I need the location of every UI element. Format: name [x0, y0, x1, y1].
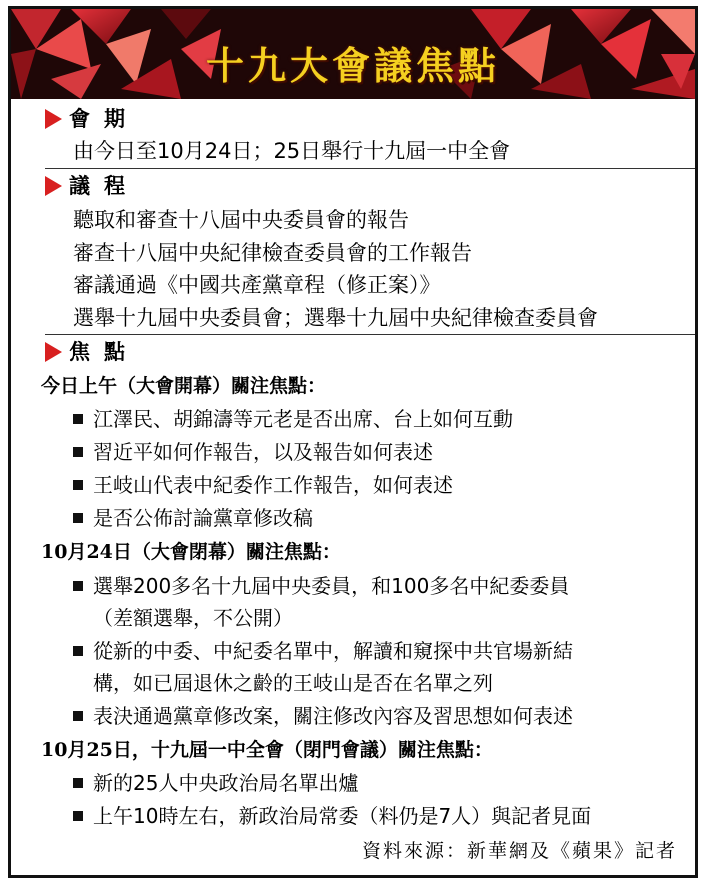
focus-group-title: 10月25日，十九屆一中全會（閉門會議）關注焦點：	[41, 739, 493, 761]
focus-bullet-text: 從新的中委、中紀委名單中，解讀和窺探中共官場新結	[93, 639, 573, 663]
focus-group-title: 10月24日（大會閉幕）關注焦點：	[41, 541, 341, 563]
focus-bullet	[73, 404, 513, 434]
focus-bullet-text: 是否公佈討論黨章修改稿	[93, 506, 313, 530]
focus-bullet	[73, 437, 433, 467]
title-banner	[11, 9, 695, 99]
focus-bullet	[73, 470, 453, 500]
focus-bullet-text: 表決通過黨章修改案，關注修改內容及習思想如何表述	[93, 704, 573, 728]
section-marker-icon	[45, 176, 62, 196]
infographic-frame	[8, 6, 698, 878]
section-heading-agenda: 議程	[69, 173, 139, 198]
page-title: 十九大會議焦點	[205, 43, 500, 88]
focus-bullet	[73, 701, 573, 731]
source-credit: 資料來源：新華網及《蘋果》記者	[361, 840, 677, 862]
focus-bullet-text: 上午10時左右，新政治局常委（料仍是7人）與記者見面	[93, 804, 592, 828]
focus-bullet	[73, 801, 591, 831]
agenda-line: 審議通過《中國共產黨章程（修正案）》	[73, 273, 441, 297]
square-bullet-icon	[73, 414, 83, 424]
focus-bullet	[73, 636, 573, 666]
agenda-line: 聽取和審查十八屆中央委員會的報告	[73, 208, 409, 232]
focus-bullet-text: 新的25人中央政治局名單出爐	[93, 771, 359, 795]
focus-bullet-continuation: 構，如已屆退休之齡的王岐山是否在名單之列	[93, 671, 493, 695]
square-bullet-icon	[73, 778, 83, 788]
agenda-line: 審查十八屆中央紀律檢查委員會的工作報告	[73, 241, 472, 265]
focus-bullet-continuation: （差額選舉，不公開）	[93, 606, 293, 630]
focus-bullet-text: 王岐山代表中紀委作工作報告，如何表述	[93, 473, 453, 497]
focus-bullet	[73, 571, 569, 601]
square-bullet-icon	[73, 711, 83, 721]
section-marker-icon	[45, 109, 62, 129]
period-line: 由今日至10月24日；25日舉行十九屆一中全會	[73, 139, 511, 163]
focus-bullet	[73, 503, 313, 533]
section-marker-icon	[45, 342, 62, 362]
focus-group-title: 今日上午（大會開幕）關注焦點：	[41, 375, 327, 397]
square-bullet-icon	[73, 581, 83, 591]
focus-bullet-text: 選舉200多名十九屆中央委員，和100多名中紀委委員	[93, 574, 570, 598]
divider	[45, 168, 695, 169]
focus-bullet	[73, 768, 358, 798]
section-heading-period: 會期	[69, 106, 139, 131]
square-bullet-icon	[73, 513, 83, 523]
section-heading-focus: 焦點	[69, 339, 139, 364]
square-bullet-icon	[73, 811, 83, 821]
focus-bullet-text: 江澤民、胡錦濤等元老是否出席、台上如何互動	[93, 407, 513, 431]
square-bullet-icon	[73, 646, 83, 656]
focus-bullet-text: 習近平如何作報告，以及報告如何表述	[93, 440, 433, 464]
divider	[45, 334, 695, 335]
square-bullet-icon	[73, 480, 83, 490]
square-bullet-icon	[73, 447, 83, 457]
agenda-line: 選舉十九屆中央委員會；選舉十九屆中央紀律檢查委員會	[73, 306, 598, 330]
